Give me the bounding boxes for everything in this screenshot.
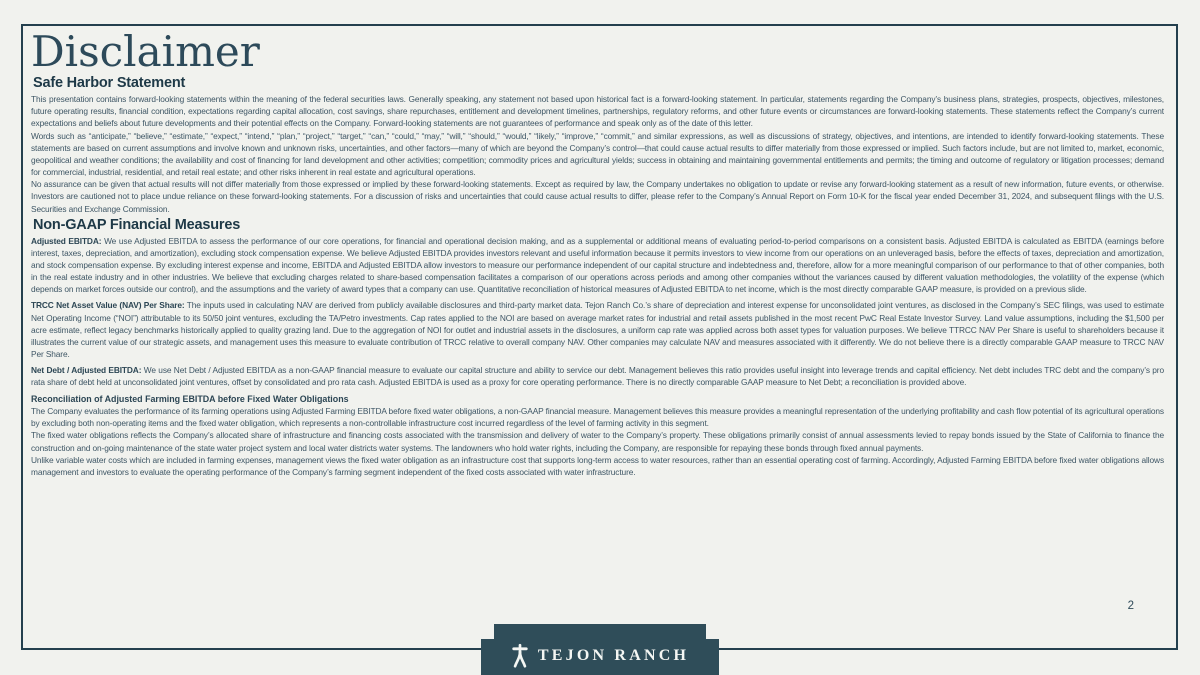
logo-plaque-main <box>481 639 719 675</box>
safe-harbor-heading: Safe Harbor Statement <box>33 75 186 92</box>
safe-harbor-paragraph-1: This presentation contains forward-looking statements within the meaning of the federal securities laws. Generally speaking, any statement not based upon historical fact is a forward-looking statement. In particular, statements regarding the Company’s business plans, strategies, prospects, objectives, milestones, future operating results, financial condition, expectations regarding capital allocation, cost savings, share repurchases, entitlement and development timelines, partnerships, regulatory reforms, and other future events or circumstances are forward-looking statements. These statements reflect the Company’s current expectations and beliefs about future developments and their potential effects on the Company. Forward-looking statements are not guarantees of performance and speak only as of the date of this letter. <box>31 94 1164 129</box>
logo-text: TEJON RANCH <box>537 646 690 664</box>
page-title: Disclaimer <box>31 27 260 76</box>
trcc-nav-label: TRCC Net Asset Value (NAV) Per Share: <box>31 300 185 311</box>
trcc-nav-paragraph <box>31 299 1164 360</box>
slide-border-frame <box>21 24 1178 650</box>
safe-harbor-paragraph-2: Words such as “anticipate,” “believe,” “estimate,” “expect,” “intend,” “plan,” “project,” “target,” “can,” “could,” “may,” “will,” “should,” “would,” “likely,” “improve,” “commit,” and similar expressions, as well as discussions of strategy, objectives, and intentions, are intended to identify forward-looking statements. These statements are based on current assumptions and involve known and unknown risks, uncertainties, and other factors—many of which are beyond the Company’s control—that could cause actual results to differ materially from those expressed or implied. Such factors include, but are not limited to, market, economic, geopolitical and weather conditions; the availability and cost of financing for land development and other activities; competition; commodity prices and agricultural yields; success in obtaining and maintaining governmental entitlements and permits; the timing and outcome of regulatory or litigation processes; demand for commercial, industrial, residential, and retail real estate; and other risks inherent in real estate and agricultural operations. <box>31 130 1164 178</box>
net-debt-paragraph <box>31 364 1164 388</box>
safe-harbor-paragraph-3: No assurance can be given that actual results will not differ materially from those expressed or implied by these forward-looking statements. Except as required by law, the Company undertakes no obligation to update or revise any forward-looking statement as a result of new information, future events, or otherwise. Investors are cautioned not to place undue reliance on these forward-looking statements. For a discussion of risks and uncertainties that could cause actual results to differ, please refer to the Company’s Annual Report on Form 10-K for the fiscal year ended December 31, 2024, and subsequent filings with the U.S. Securities and Exchange Commission. <box>31 179 1164 214</box>
safe-harbor-section <box>30 93 1164 215</box>
farming-reconciliation-heading: Reconciliation of Adjusted Farming EBITDA before Fixed Water Obligations <box>31 393 349 404</box>
net-debt-text: We use Net Debt / Adjusted EBITDA as a non-GAAP financial measure to evaluate our capital structure and ability to service our debt. Management believes this ratio provides useful insight into leverage trends and capital efficiency. Net debt includes TRC debt and the company’s pro rata share of debt held at unconsolidated joint ventures, offset by consolidated and pro rata cash. Adjusted EBITDA is used as a proxy for core operating performance. There is no directly comparable GAAP measure to Net Debt; a reconciliation is provided above. <box>31 365 1164 388</box>
logo-plaque-top <box>494 624 706 639</box>
trcc-nav-text: The inputs used in calculating NAV are derived from publicly available disclosures and third-party market data. Tejon Ranch Co.’s share of depreciation and interest expense for unconsolidated joint ventures, as disclosed in the Company’s SEC filings, was used to estimate Net Operating Income (“NOI”) attributable to its 50/50 joint ventures, excluding the TA/Petro investments. Cap rates applied to the NOI are based on average market rates for industrial and retail assets published in the most recent PwC Real Estate Investor Survey. Land value assumptions, including the $1,500 per acre estimate, reflect legacy benchmarks historically applied to quality grazing land. Due to the aggregation of NOI for outlet and industrial assets in the disclosures, a uniform cap rate was applied across both asset types for valuation purposes. We believe TTRCC NAV Per Share is useful to shareholders because it illustrates the current value of our strategic assets, and management uses this measure to evaluate contribution of TRCC relative to overall company NAV. Other companies may calculate NAV and measures associated with it differently. We do not believe there is a directly comparable GAAP measure to TRCC NAV Per Share. <box>31 300 1164 360</box>
farming-reconciliation-section <box>30 393 1164 478</box>
tejon-cross-brand-icon <box>511 643 529 668</box>
net-debt-label: Net Debt / Adjusted EBITDA: <box>31 365 142 376</box>
farming-paragraph-3: Unlike variable water costs which are included in farming expenses, management views the fixed water obligation as an infrastructure cost that supports long-term access to water resources, rather than an essential operating cost of farming. Accordingly, Adjusted Farming EBITDA before fixed water obligations allows management and investors to evaluate the operating performance of the Company’s farming segment independent of the fixed costs associated with water infrastructure. <box>31 454 1164 477</box>
non-gaap-section <box>30 235 1164 389</box>
page-number: 2 <box>1127 600 1134 612</box>
tejon-ranch-logo <box>481 624 719 675</box>
adjusted-ebitda-label: Adjusted EBITDA: <box>31 235 102 246</box>
farming-paragraph-1: The Company evaluates the performance of its farming operations using Adjusted Farming EBITDA before fixed water obligations, a non-GAAP financial measure. Management believes this measure provides a meaningful representation of the underlying profitability and cash flow potential of its agricultural operations by excluding both non-operating items and the fixed water obligation, which represents a non-controllable infrastructure cost incurred regardless of the level of farming activity in this segment. <box>31 406 1164 429</box>
farming-paragraph-2: The fixed water obligations reflects the Company’s allocated share of infrastructure and financing costs associated with the transmission and delivery of water to the Company’s property. These obligations primarily consist of annual assessments levied to repay bonds issued by the State of California to finance the construction and on-going maintenance of the state water project system and local water districts water systems. The landowners who hold water rights, including the Company, are responsible for repaying these bonds through fixed annual payments. <box>31 430 1164 453</box>
adjusted-ebitda-paragraph <box>31 235 1164 296</box>
non-gaap-heading: Non-GAAP Financial Measures <box>33 216 241 233</box>
adjusted-ebitda-text: We use Adjusted EBITDA to assess the performance of our core operations, for financial and operational decision making, and as a supplemental or additional means of evaluating period-to-period comparisons on a consistent basis. Adjusted EBITDA is calculated as EBITDA (earnings before interest, taxes, depreciation, and amortization), excluding stock compensation expense. We believe Adjusted EBITDA provides investors relevant and useful information because it permits investors to view income from our operations on an unleveraged basis, before the effects of taxes, depreciation and amortization, and stock compensation expense. By excluding interest expense and income, EBITDA and Adjusted EBITDA allow investors to measure our performance independent of our capital structure and indebtedness and, therefore, allow for a more meaningful comparison of our performance to that of other companies, both in the real estate industry and in other industries. We believe that excluding charges related to share-based compensation facilitates a comparison of our operations across periods and among other companies without the variances caused by different valuation methodologies, the volatility of the expense (which depends on market forces outside our control), and the assumptions and the variety of award types that a company can use. Quantitative reconciliation of historical measures of Adjusted EBITDA to net income, which is the most directly comparable GAAP measure, is provided on a previous slide. <box>31 235 1165 295</box>
slide-content <box>23 26 1176 648</box>
